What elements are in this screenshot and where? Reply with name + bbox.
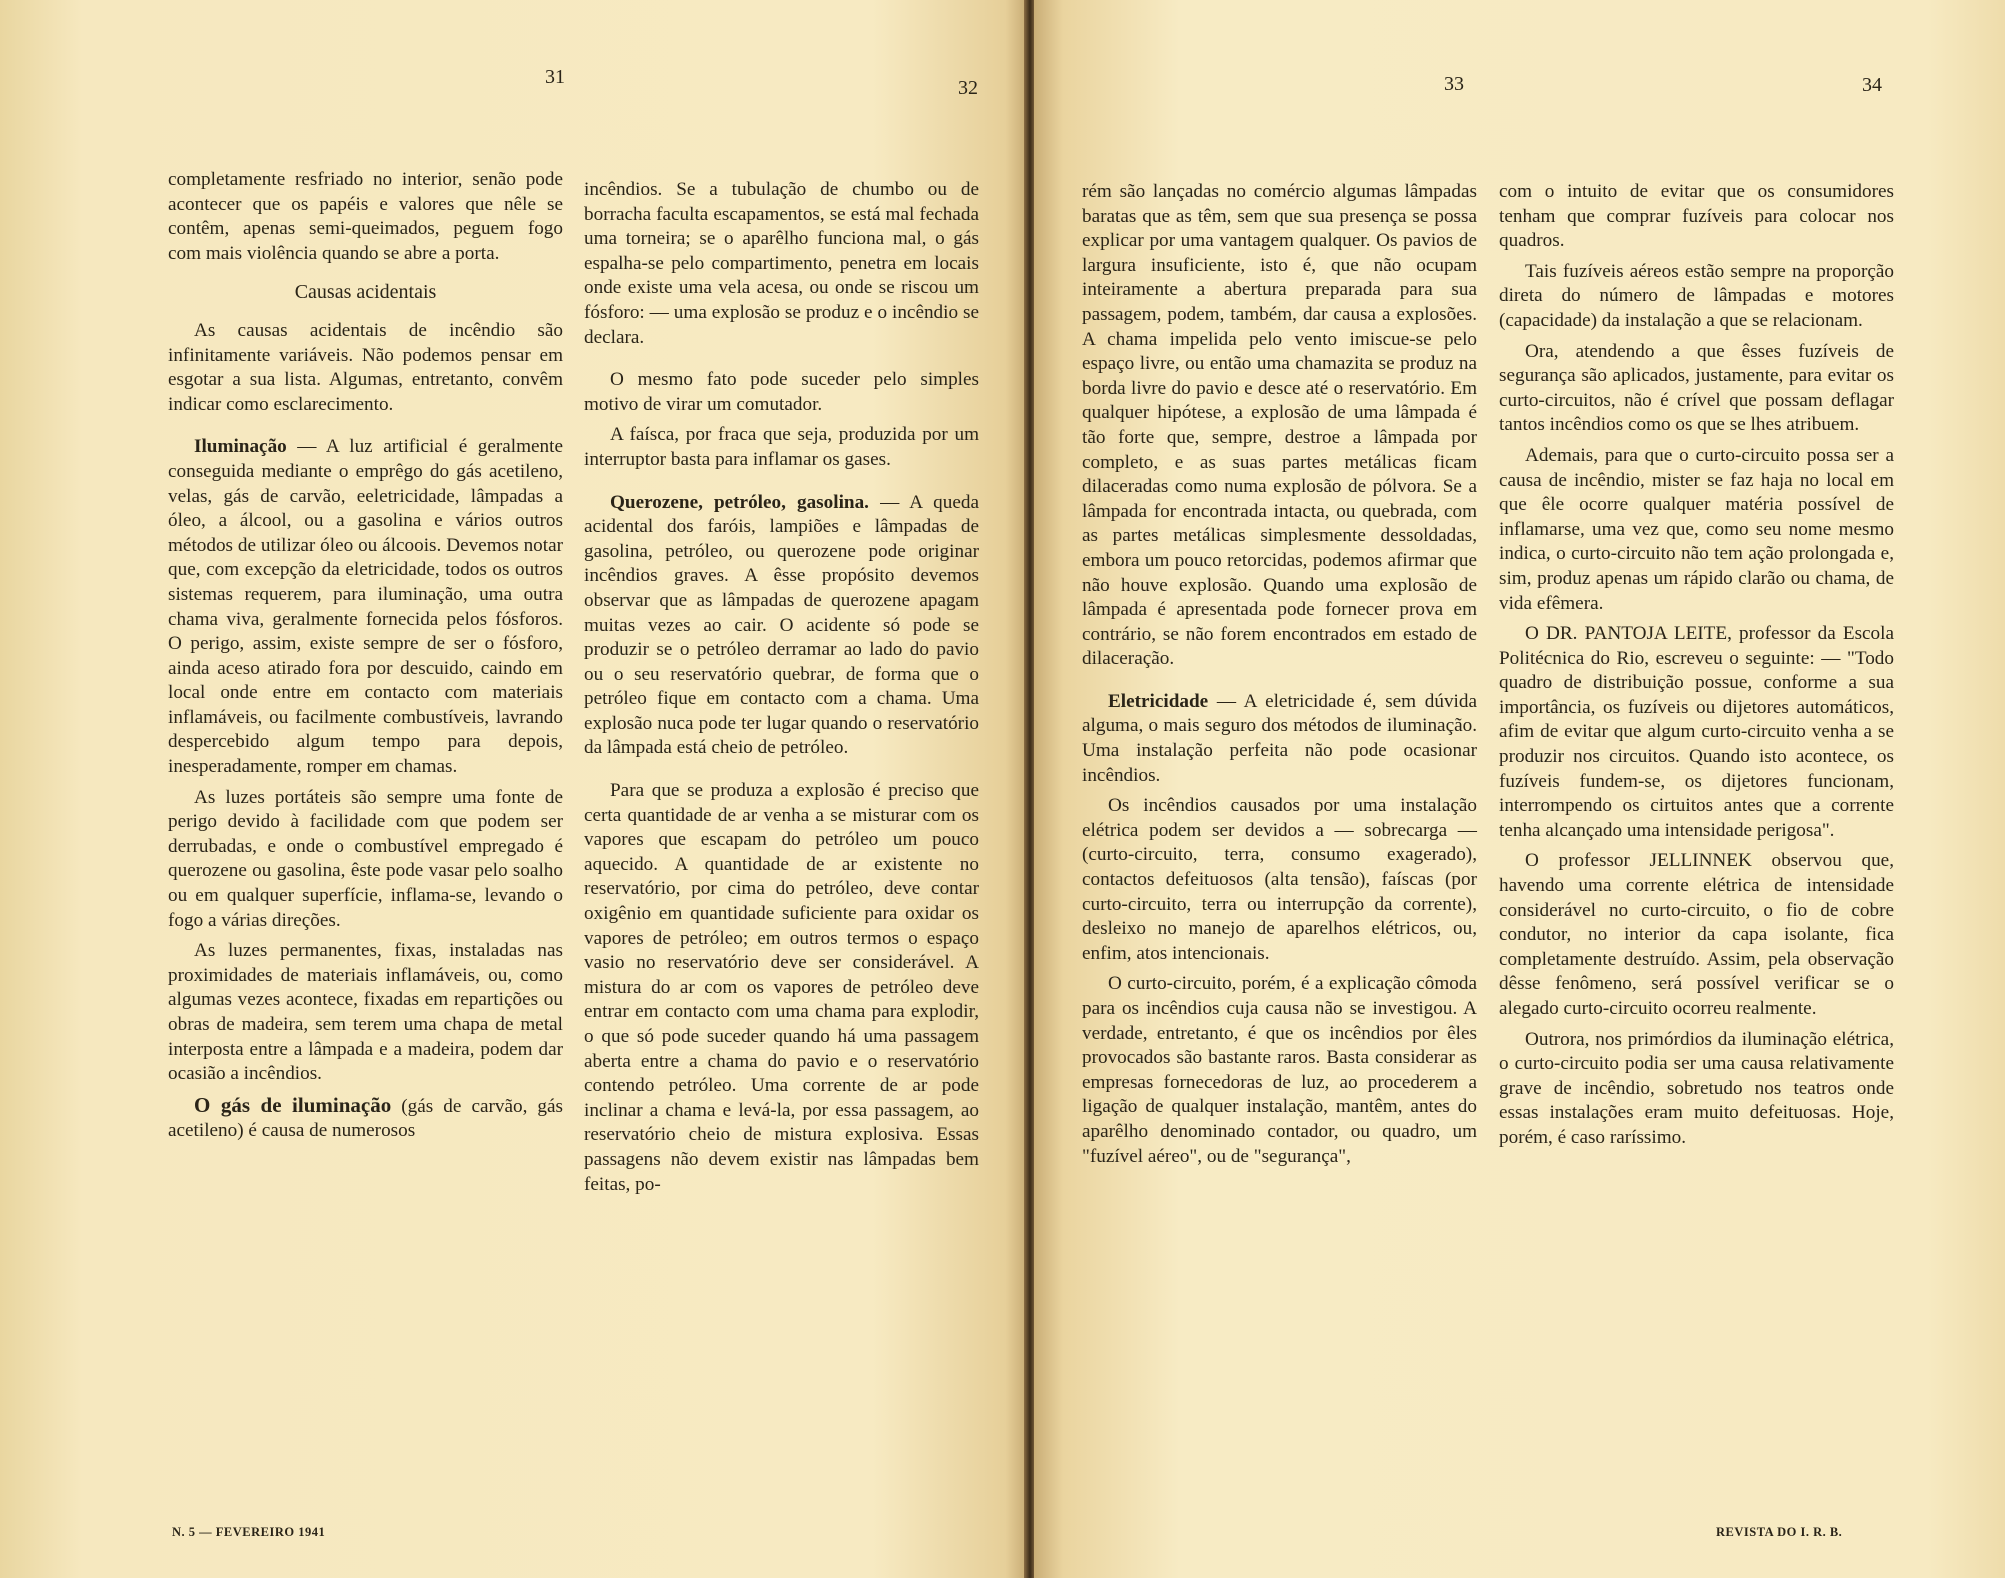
text-column [1499,180,1894,1157]
page-number: 33 [1444,73,1464,95]
run-in-heading: Eletricidade [1108,690,1209,712]
paragraph: As luzes portáteis são sempre uma fonte de perigo devido à facilidade com que podem ser derrubadas, e onde o combustível empregado é querozene ou gasolina, êste pode vasar pelo soalho ou em qualquer superfície, inflama-se, levando o fogo a várias direções. [168,786,563,931]
paragraph: O mesmo fato pode suceder pelo simples motivo de virar um comutador. [584,369,979,415]
paragraph: Para que se produza a explosão é preciso que certa quantidade de ar venha a se misturar com os vapores que escapam do petróleo um pouco aquecido. A quantidade de ar existente no reservatório, por cima do petróleo, deve contar oxigênio em quantidade suficiente para oxidar os vapores de petróleo; em outros termos o espaço vasio no reservatório deve ser considerável. A mistura do ar com os vapores de petróleo deve entrar em contacto com uma chama para explodir, o que só pode suceder quando há uma passagem aberta entre a chama do pavio e o reservatório contendo petróleo. Uma corrente de ar pode inclinar a chama e levá-la, por essa passagem, ao reservatório cheio de mistura explosiva. Essas passagens não devem existir nas lâmpadas bem feitas, po- [584,780,979,1195]
paragraph: O curto-circuito, porém, é a explicação cômoda para os incêndios cuja causa não se investigou. A verdade, entretanto, é que os incêndios por êles provocados são bastante raros. Basta considerar as empresas fornecedoras de luz, ao procederem a ligação de qualquer instalação, mantêm, antes do aparêlho denominado contador, ou quadro, um "fuzível aéreo", ou de "segurança", [1082,973,1477,1167]
paragraph: Tais fuzíveis aéreos estão sempre na proporção direta do número de lâmpadas e motores (capacidade) da instalação a que se relacionam. [1499,260,1894,331]
text-column [584,178,979,1203]
section-heading: Causas acidentais [294,281,437,304]
paragraph: completamente resfriado no interior, senão pode acontecer que os papéis e valores que nêle se contêm, apenas semi-queimados, peguem fogo com mais violência quando se abre a porta. [168,169,563,264]
run-in-heading: O gás de iluminação [194,1092,392,1117]
paragraph: O DR. PANTOJA LEITE, professor da Escola Politécnica do Rio, escreveu o seguinte: — "Todo quadro de distribuição possue, conforme a sua importância, os fuzíveis ou dijetores automáticos, afim de evitar que algum curto-circuito venha a se produzir nos circuitos. Quando isto acontece, os fuzíveis fundem-se, os dijetores funcionam, interrompendo os cirtuitos antes que a corrente tenha alcançado uma intensidade perigosa". [1499,623,1894,841]
paragraph: As causas acidentais de incêndio são infinitamente variáveis. Não podemos pensar em esgotar a sua lista. Algumas, entretanto, convêm indicar como esclarecimento. [168,319,563,415]
paragraph-text: — A queda acidental dos faróis, lampiões e lâmpadas de gasolina, petróleo, ou querozene pode originar incêndios graves. A êsse propósito devemos observar que as lâmpadas de querozene apagam muitas vezes ao cair. O acidente só pode se produzir se o petróleo derramar ao lado do pavio ou o seu reservatório quebrar, de forma que o petróleo fique em contacto com a chama. Uma explosão nuca pode ter lugar quando o reservatório da lâmpada está cheio de petróleo. [584,491,979,759]
paragraph: Ora, atendendo a que êsses fuzíveis de segurança são aplicados, justamente, para evitar os curto-circuitos, não é crível que possam deflagar tantos incêndios como os que se lhes atribuem. [1499,340,1894,436]
text-column [168,168,563,1150]
paragraph: incêndios. Se a tubulação de chumbo ou de borracha faculta escapamentos, se está mal fechada uma torneira; se o aparêlho funciona mal, o gás espalha-se pelo compartimento, penetra em locais onde existe uma vela acesa, ou onde se riscou um fósforo: — uma explosão se produz e o incêndio se declara. [584,179,979,348]
paragraph: Ademais, para que o curto-circuito possa ser a causa de incêndio, mister se faz haja no local em que êle ocorre qualquer matéria possível de inflamarse, uma vez que, como seu nome mesmo indica, o curto-circuito não tem ação prolongada e, sim, produz apenas um rápido clarão ou chama, de vida efêmera. [1499,444,1894,614]
paragraph: Os incêndios causados por uma instalação elétrica podem ser devidos a — sobrecarga — (curto-circuito, terra, consumo exagerado), contactos defeituosos (alta tensão), faíscas (por curto-circuito, terra ou interrupção da corrente), desleixo no manejo de aparelhos elétricos, ou, enfim, atos intencionais. [1082,795,1477,964]
page-number: 32 [958,77,978,99]
paragraph-text: — A eletricidade é, sem dúvida alguma, o mais seguro dos métodos de iluminação. Uma instalação perfeita não pode ocasionar incêndios. [1082,690,1477,786]
paragraph: rém são lançadas no comércio algumas lâmpadas baratas que as têm, sem que sua presença se possa explicar por uma vantagem qualquer. Os pavios de largura insuficiente, isto é, que não ocupam inteiramente a abertura preparada para sua passagem, podem, também, dar causa a explosões. A chama impelida pelo vento imiscue-se pelo espaço livre, ou então uma chamazita se produz na borda livre do pavio e desce até o reservatório. Em qualquer hipótese, a explosão de uma lâmpada é tão forte que, sempre, destroe a lâmpada por completo, e as suas partes metálicas ficam dilaceradas como numa explosão de pólvora. Se a lâmpada for encontrada intacta, ou quebrada, com as partes metálicas simplesmente dessoldadas, embora um pouco retorcidas, podemos afirmar que não houve explosão. Quando uma explosão de lâmpada é apresentada pode fornecer prova em contrário, se não forem encontrados em estado de dilaceração. [1082,181,1477,670]
paragraph-text: (gás de carvão, gás acetileno) é causa de numerosos [168,1095,563,1142]
paragraph: As luzes permanentes, fixas, instaladas nas proximidades de materiais inflamáveis, ou, como algumas vezes acontece, fixadas em repartições ou obras de madeira, sem terem uma chapa de metal interposta entre a lâmpada e a madeira, podem dar ocasião a incêndios. [168,940,563,1085]
run-in-heading: Querozene, petróleo, gasolina. [610,491,869,513]
page-number: 34 [1862,74,1882,96]
footer-issue: N. 5 — FEVEREIRO 1941 [172,1525,326,1539]
paragraph-text: — A luz artificial é geralmente conseguida mediante o emprêgo do gás acetileno, velas, gás de carvão, eeletricidade, lâmpadas a óleo, a álcool, ou a gasolina e vários outros métodos de utilizar óleo ou álcoois. Devemos notar que, com excepção da eletricidade, todos os outros sistemas requerem, para iluminação, uma outra chama viva, geralmente fornecida pelos fósforos. O perigo, assim, existe sempre de ser o fósforo, ainda aceso atirado fora por descuido, caindo em local onde entre em contacto com materiais inflamáveis, ou facilmente combustíveis, lavrando despercebido algum tempo para depois, inesperadamente, romper em chamas. [168,436,563,778]
paragraph: com o intuito de evitar que os consumidores tenham que comprar fuzíveis para colocar nos quadros. [1499,181,1894,252]
right-page [1034,0,2005,1578]
paragraph: O professor JELLINNEK observou que, havendo uma corrente elétrica de intensidade considerável no curto-circuito, o fio de cobre condutor, no interior da capa isolante, fica completamente destruído. Assim, pela observação dêsse fenômeno, será possível verificar se o alegado curto-circuito ocorreu realmente. [1499,850,1894,1019]
run-in-heading: Iluminação [194,436,287,458]
page-number: 31 [545,66,565,88]
text-column [1082,180,1477,1175]
paragraph: A faísca, por fraca que seja, produzida por um interruptor basta para inflamar os gases. [584,424,979,470]
paragraph: Outrora, nos primórdios da iluminação elétrica, o curto-circuito podia ser uma causa relativamente grave de incêndio, sobretudo nos teatros onde essas instalações eram muito defeituosas. Hoje, porém, é caso raríssimo. [1499,1028,1894,1148]
footer-journal: REVISTA DO I. R. B. [1716,1525,1843,1539]
